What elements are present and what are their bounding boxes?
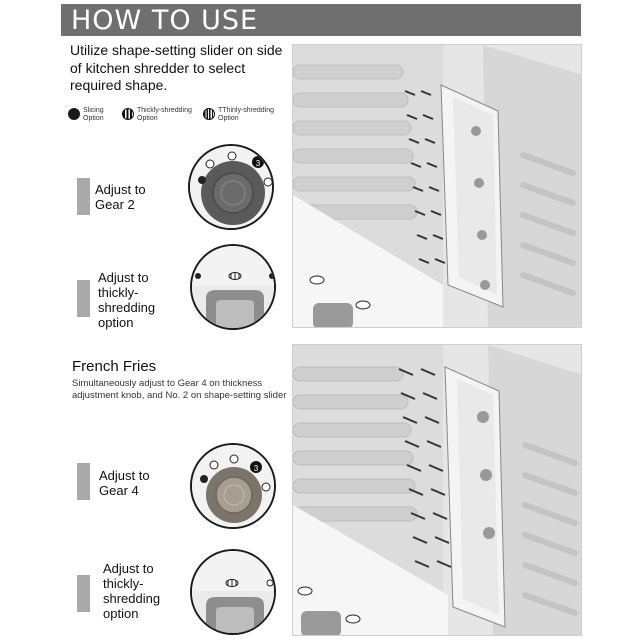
step-marker-bar <box>77 178 90 215</box>
step-thick-label: Adjust to thickly-shredding option <box>98 270 156 330</box>
step-marker-bar <box>77 463 90 500</box>
thick-stripe-dot-icon <box>122 108 134 120</box>
shredder-photo-1 <box>292 44 582 328</box>
slider-detail-circle <box>190 549 276 635</box>
step-thick-label: Adjust to thickly-shredding option <box>103 561 161 621</box>
shape-slider-illustration <box>192 246 276 330</box>
shredder-photo-2 <box>292 344 582 636</box>
thin-stripe-dot-icon <box>203 108 215 120</box>
french-fries-description: Simultaneously adjust to Gear 4 on thickness adjustment knob, and No. 2 on shape-setting slider <box>72 378 287 401</box>
shredder-blade-illustration <box>293 45 582 328</box>
section-title-french-fries: French Fries <box>72 358 157 375</box>
shape-slider-illustration <box>192 551 276 635</box>
step-gear4-label: Adjust to Gear 4 <box>99 468 150 498</box>
legend-item-thin <box>203 105 294 123</box>
thickness-knob-illustration <box>192 445 276 529</box>
legend-label: Slicing Option <box>83 107 104 122</box>
legend <box>68 105 298 131</box>
intro-text: Utilize shape-setting slider on side of kitchen shredder to select required shape. <box>70 42 283 93</box>
header-banner <box>61 4 581 36</box>
step-gear2-label: Adjust to Gear 2 <box>95 182 146 212</box>
knob-number: 3 <box>253 464 259 473</box>
thickness-knob-illustration <box>190 146 274 230</box>
page-title: HOW TO USE <box>71 5 259 36</box>
legend-item-slicing <box>68 105 113 123</box>
legend-label: TThinly-shredding Option <box>218 107 275 122</box>
shredder-blade-illustration <box>293 345 582 636</box>
knob-detail-circle <box>190 443 276 529</box>
solid-dot-icon <box>68 108 80 120</box>
step-marker-bar <box>77 280 90 317</box>
knob-detail-circle <box>188 144 274 230</box>
legend-label: Thickly-shredding Option <box>137 107 192 122</box>
step-marker-bar <box>77 575 90 612</box>
legend-item-thick <box>122 105 199 123</box>
knob-number: 3 <box>255 159 261 168</box>
slider-detail-circle <box>190 244 276 330</box>
